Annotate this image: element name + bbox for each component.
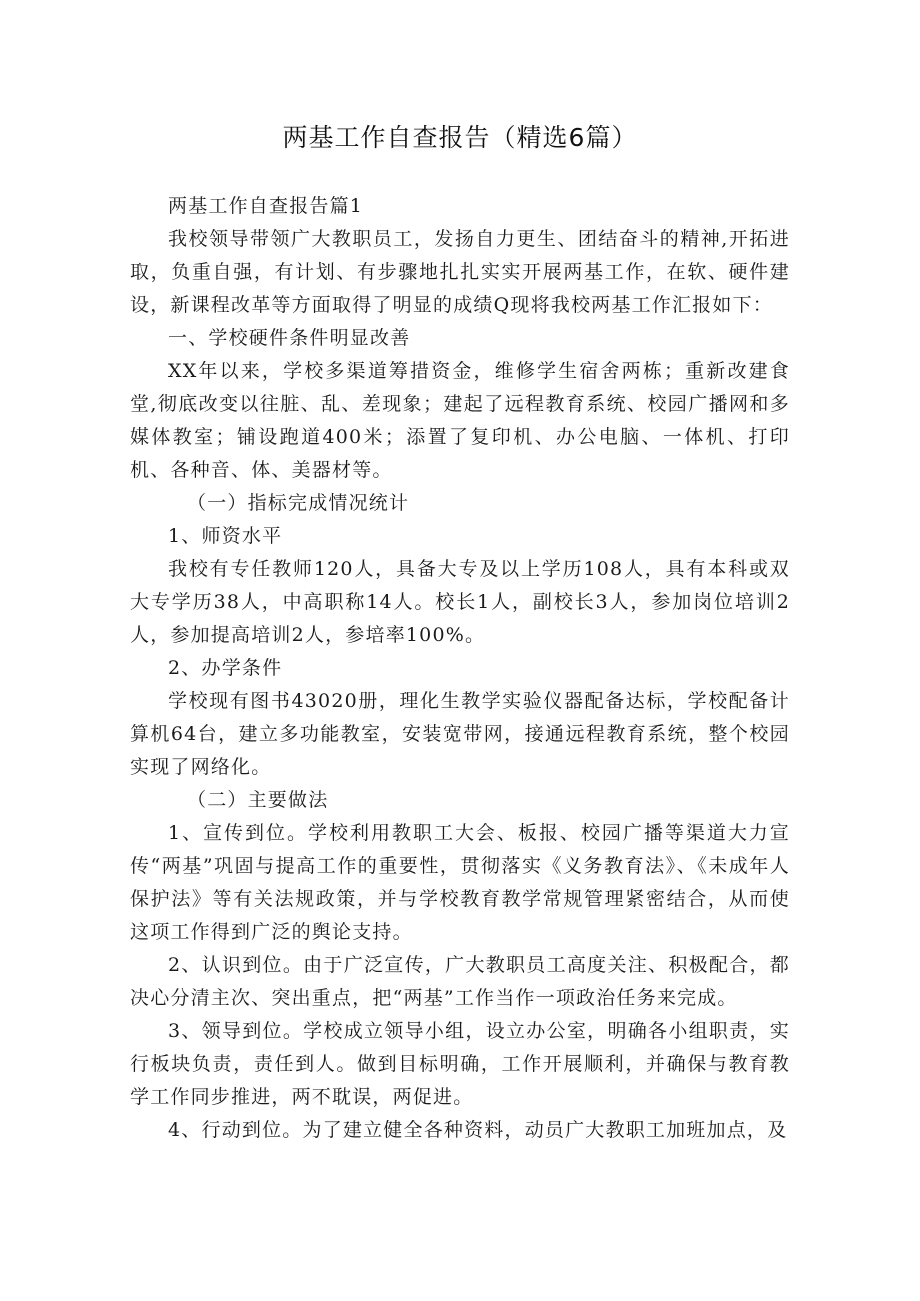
paragraph: 学校现有图书43020册，理化生教学实验仪器配备达标，学校配备计算机64台，建立多功能教室，安装宽带网，接通远程教育系统，整个校园实现了网络化。 [130,690,790,778]
document-body [130,190,790,1147]
paragraph: 一、学校硬件条件明显改善 [168,327,411,349]
paragraph: 1、师资水平 [168,525,283,547]
paragraph: 我校有专任教师120人，具备大专及以上学历108人，具有本科或双大专学历38人，中高职称14人。校长1人，副校长3人，参加岗位培训2人，参加提高培训2人，参培率100%。 [130,558,790,646]
paragraph: XX年以来，学校多渠道筹措资金，维修学生宿舍两栋；重新改建食堂,彻底改变以往脏、乱、差现象；建起了远程教育系统、校园广播网和多媒体教室；铺设跑道400米；添置了复印机、办公电脑、一体机、打印机、各种音、体、美器材等。 [130,360,790,481]
paragraph: （二）主要做法 [187,789,329,811]
paragraph: （一）指标完成情况统计 [187,492,410,514]
paragraph: 2、认识到位。由于广泛宣传，广大教职员工高度关注、积极配合，都决心分清主次、突出重点，把“两基”工作当作一项政治任务来完成。 [130,954,790,1009]
document-title: 两基工作自查报告（精选6篇） [282,123,638,152]
paragraph: 1、宣传到位。学校利用教职工大会、板报、校园广播等渠道大力宣传“两基”巩固与提高工作的重要性，贯彻落实《义务教育法》、《未成年人保护法》等有关法规政策，并与学校教育教学常规管理紧密结合，从而使这项工作得到广泛的舆论支持。 [130,822,790,943]
paragraph: 两基工作自查报告篇1 [168,195,364,217]
paragraph: 我校领导带领广大教职员工，发扬自力更生、团结奋斗的精神,开拓进取，负重自强，有计划、有步骤地扎扎实实开展两基工作，在软、硬件建设，新课程改革等方面取得了明显的成绩Q现将我校两基工作汇报如下： [130,228,790,316]
paragraph: 2、办学条件 [168,657,283,679]
paragraph: 4、行动到位。为了建立健全各种资料，动员广大教职工加班加点，及 [168,1119,788,1141]
paragraph: 3、领导到位。学校成立领导小组，设立办公室，明确各小组职责，实行板块负责，责任到人。做到目标明确，工作开展顺利，并确保与教育教学工作同步推进，两不耽误，两促进。 [130,1020,790,1108]
